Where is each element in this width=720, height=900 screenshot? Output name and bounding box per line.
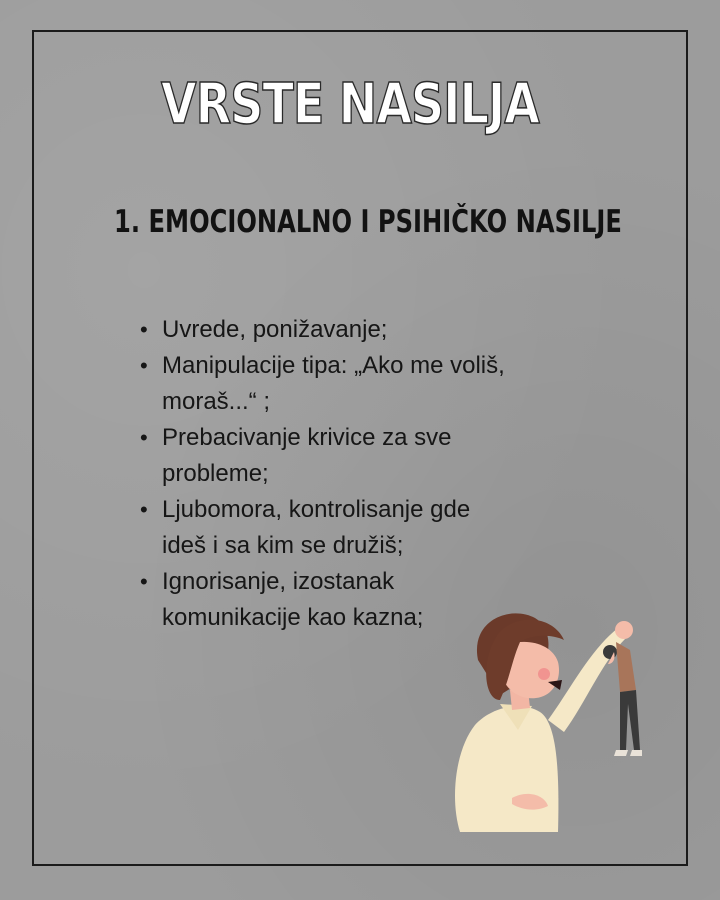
list-item: • Manipulacije tipa: „Ako me voliš, moraš...“ ;: [140, 348, 520, 420]
page-title: VRSTE NASILJA: [160, 72, 539, 137]
list-item: • Ljubomora, kontrolisanje gde ideš i sa kim se družiš;: [140, 492, 520, 564]
section-heading: 1. EMOCIONALNO I PSIHIČKO NASILJE: [114, 204, 622, 240]
woman-holding-man-icon: [440, 600, 650, 832]
list-item: • Uvrede, ponižavanje;: [140, 312, 520, 348]
list-item: • Ignorisanje, izostanak komunikacije kao kazna;: [140, 564, 520, 636]
bullet-list: [140, 312, 520, 636]
list-item: • Prebacivanje krivice za sve probleme;: [140, 420, 520, 492]
